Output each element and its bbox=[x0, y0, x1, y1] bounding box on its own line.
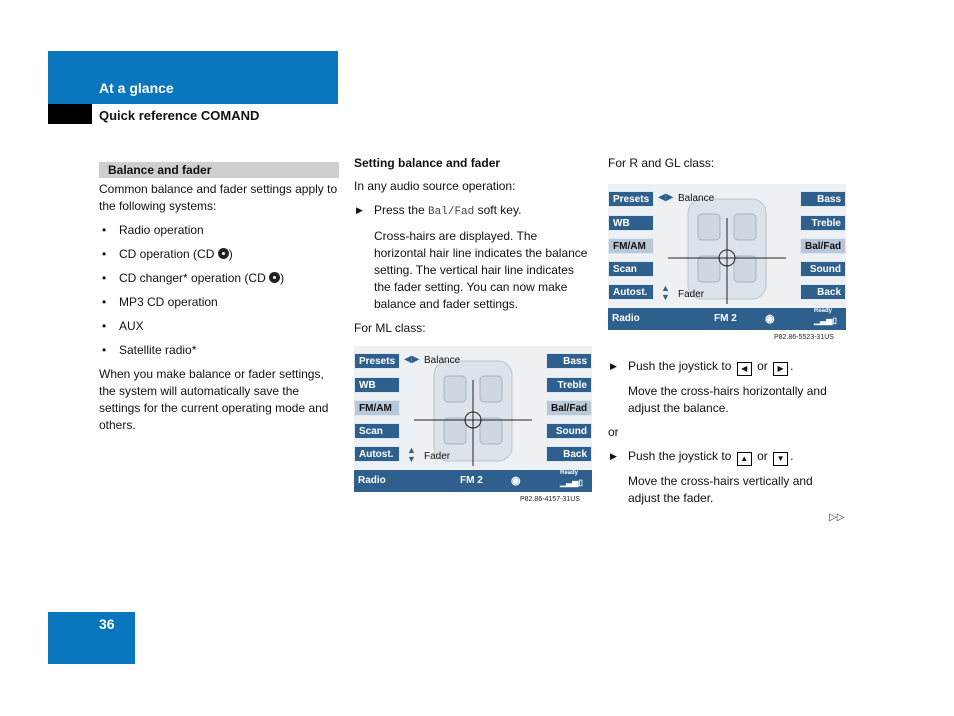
column-3-steps bbox=[608, 358, 848, 507]
softkey-back[interactable]: Back bbox=[800, 284, 846, 300]
joystick-left-icon: ◀ bbox=[737, 362, 752, 376]
ml-class-label: For ML class: bbox=[354, 321, 426, 335]
source-label: Radio bbox=[612, 313, 640, 324]
closing-text: When you make balance or fader settings, the system will automatically save the settings for the current operating mode and others. bbox=[99, 367, 329, 432]
section-subtitle: Quick reference COMAND bbox=[99, 108, 260, 123]
softkey-wb[interactable]: WB bbox=[354, 377, 400, 393]
car-interior-illustration bbox=[668, 194, 786, 304]
left-right-arrows-icon: ◀▶ bbox=[404, 354, 420, 365]
intro-text: Common balance and fader settings apply to the following systems: bbox=[99, 182, 338, 213]
step-description: Move the cross-hairs vertically and adjust the fader. bbox=[628, 474, 813, 505]
list-item: • Radio operation bbox=[102, 223, 204, 237]
image-code: P82.86-4157-31US bbox=[520, 496, 580, 503]
softkey-treble[interactable]: Treble bbox=[546, 377, 592, 393]
column-2 bbox=[354, 155, 592, 337]
step-push-vertical: ▶ Push the joystick to ▲ or ▼ . bbox=[608, 448, 848, 466]
cd-changer-icon bbox=[269, 272, 280, 283]
disc-icon: ◉ bbox=[765, 313, 775, 325]
softkey-bal-fad[interactable]: Bal/Fad bbox=[546, 400, 592, 416]
list-item: • AUX bbox=[102, 319, 144, 333]
step-description: Move the cross-hairs horizontally and adjust the balance. bbox=[628, 384, 827, 415]
subheading: Setting balance and fader bbox=[354, 156, 501, 170]
balance-label: Balance bbox=[424, 355, 461, 366]
list-item: • Satellite radio* bbox=[102, 343, 197, 357]
signal-icon: ▁▃▅▯ bbox=[814, 316, 837, 325]
fader-label: Fader bbox=[424, 451, 451, 462]
step-push-horizontal: ▶ Push the joystick to ◀ or ▶ . bbox=[608, 358, 848, 376]
softkey-autost[interactable]: Autost. bbox=[354, 446, 400, 462]
softkey-presets[interactable]: Presets bbox=[608, 191, 654, 207]
softkey-autost[interactable]: Autost. bbox=[608, 284, 654, 300]
step-arrow-icon: ▶ bbox=[610, 361, 617, 371]
softkey-bass[interactable]: Bass bbox=[800, 191, 846, 207]
band-label: FM 2 bbox=[460, 475, 483, 486]
joystick-up-icon: ▲ bbox=[737, 452, 752, 466]
softkey-treble[interactable]: Treble bbox=[800, 215, 846, 231]
section-title: At a glance bbox=[99, 80, 174, 96]
softkey-label: Bal/Fad bbox=[428, 206, 475, 218]
column-3 bbox=[608, 155, 848, 172]
ready-label: Ready bbox=[560, 470, 579, 476]
softkey-bal-fad[interactable]: Bal/Fad bbox=[800, 238, 846, 254]
softkey-scan[interactable]: Scan bbox=[608, 261, 654, 277]
status-bar bbox=[608, 308, 846, 330]
left-right-arrows-icon: ◀▶ bbox=[658, 192, 674, 203]
step-arrow-icon: ▶ bbox=[356, 205, 363, 215]
softkey-bass[interactable]: Bass bbox=[546, 353, 592, 369]
systems-list bbox=[99, 222, 339, 359]
comand-screen-rgl bbox=[608, 184, 846, 330]
header-marker bbox=[48, 104, 92, 124]
section-heading-balance-fader: Balance and fader bbox=[99, 162, 339, 178]
intro-line: In any audio source operation: bbox=[354, 179, 516, 193]
softkey-fm-am[interactable]: FM/AM bbox=[354, 400, 400, 416]
step-description: Cross-hairs are displayed. The horizontal hair line indicates the balance setting. The vertical hair line indicates the fader setting. You can now make balance and fader settings. bbox=[374, 229, 588, 311]
fader-label: Fader bbox=[678, 289, 705, 300]
softkey-back[interactable]: Back bbox=[546, 446, 592, 462]
column-1 bbox=[99, 162, 339, 434]
or-text: or bbox=[608, 425, 619, 439]
header-band bbox=[48, 51, 338, 104]
softkey-presets[interactable]: Presets bbox=[354, 353, 400, 369]
softkey-wb[interactable]: WB bbox=[608, 215, 654, 231]
step-press-key: ▶ Press the Bal/Fad soft key. bbox=[356, 203, 522, 218]
rgl-class-label: For R and GL class: bbox=[608, 156, 715, 170]
signal-icon: ▁▃▅▯ bbox=[560, 478, 583, 487]
step-arrow-icon: ▶ bbox=[610, 451, 617, 461]
comand-screen-ml bbox=[354, 346, 592, 492]
ready-label: Ready bbox=[814, 308, 833, 314]
softkey-fm-am[interactable]: FM/AM bbox=[608, 238, 654, 254]
continue-icon: ▷▷ bbox=[829, 512, 845, 523]
list-item: • CD changer* operation (CD ) bbox=[102, 271, 285, 285]
softkey-scan[interactable]: Scan bbox=[354, 423, 400, 439]
joystick-down-icon: ▼ bbox=[773, 452, 788, 466]
list-item: • CD operation (CD ) bbox=[102, 247, 233, 261]
softkey-sound[interactable]: Sound bbox=[546, 423, 592, 439]
cd-icon bbox=[218, 248, 229, 259]
balance-label: Balance bbox=[678, 193, 715, 204]
softkey-sound[interactable]: Sound bbox=[800, 261, 846, 277]
list-item: • MP3 CD operation bbox=[102, 295, 218, 309]
page-number-band bbox=[48, 612, 135, 664]
image-code: P82.86-5523-31US bbox=[774, 334, 834, 341]
up-down-arrows-icon: ▲ ▼ bbox=[661, 283, 670, 302]
source-label: Radio bbox=[358, 475, 386, 486]
car-interior-illustration bbox=[414, 356, 532, 466]
disc-icon: ◉ bbox=[511, 475, 521, 487]
page-number: 36 bbox=[99, 616, 115, 632]
up-down-arrows-icon: ▲ ▼ bbox=[407, 445, 416, 464]
joystick-right-icon: ▶ bbox=[773, 362, 788, 376]
band-label: FM 2 bbox=[714, 313, 737, 324]
status-bar bbox=[354, 470, 592, 492]
